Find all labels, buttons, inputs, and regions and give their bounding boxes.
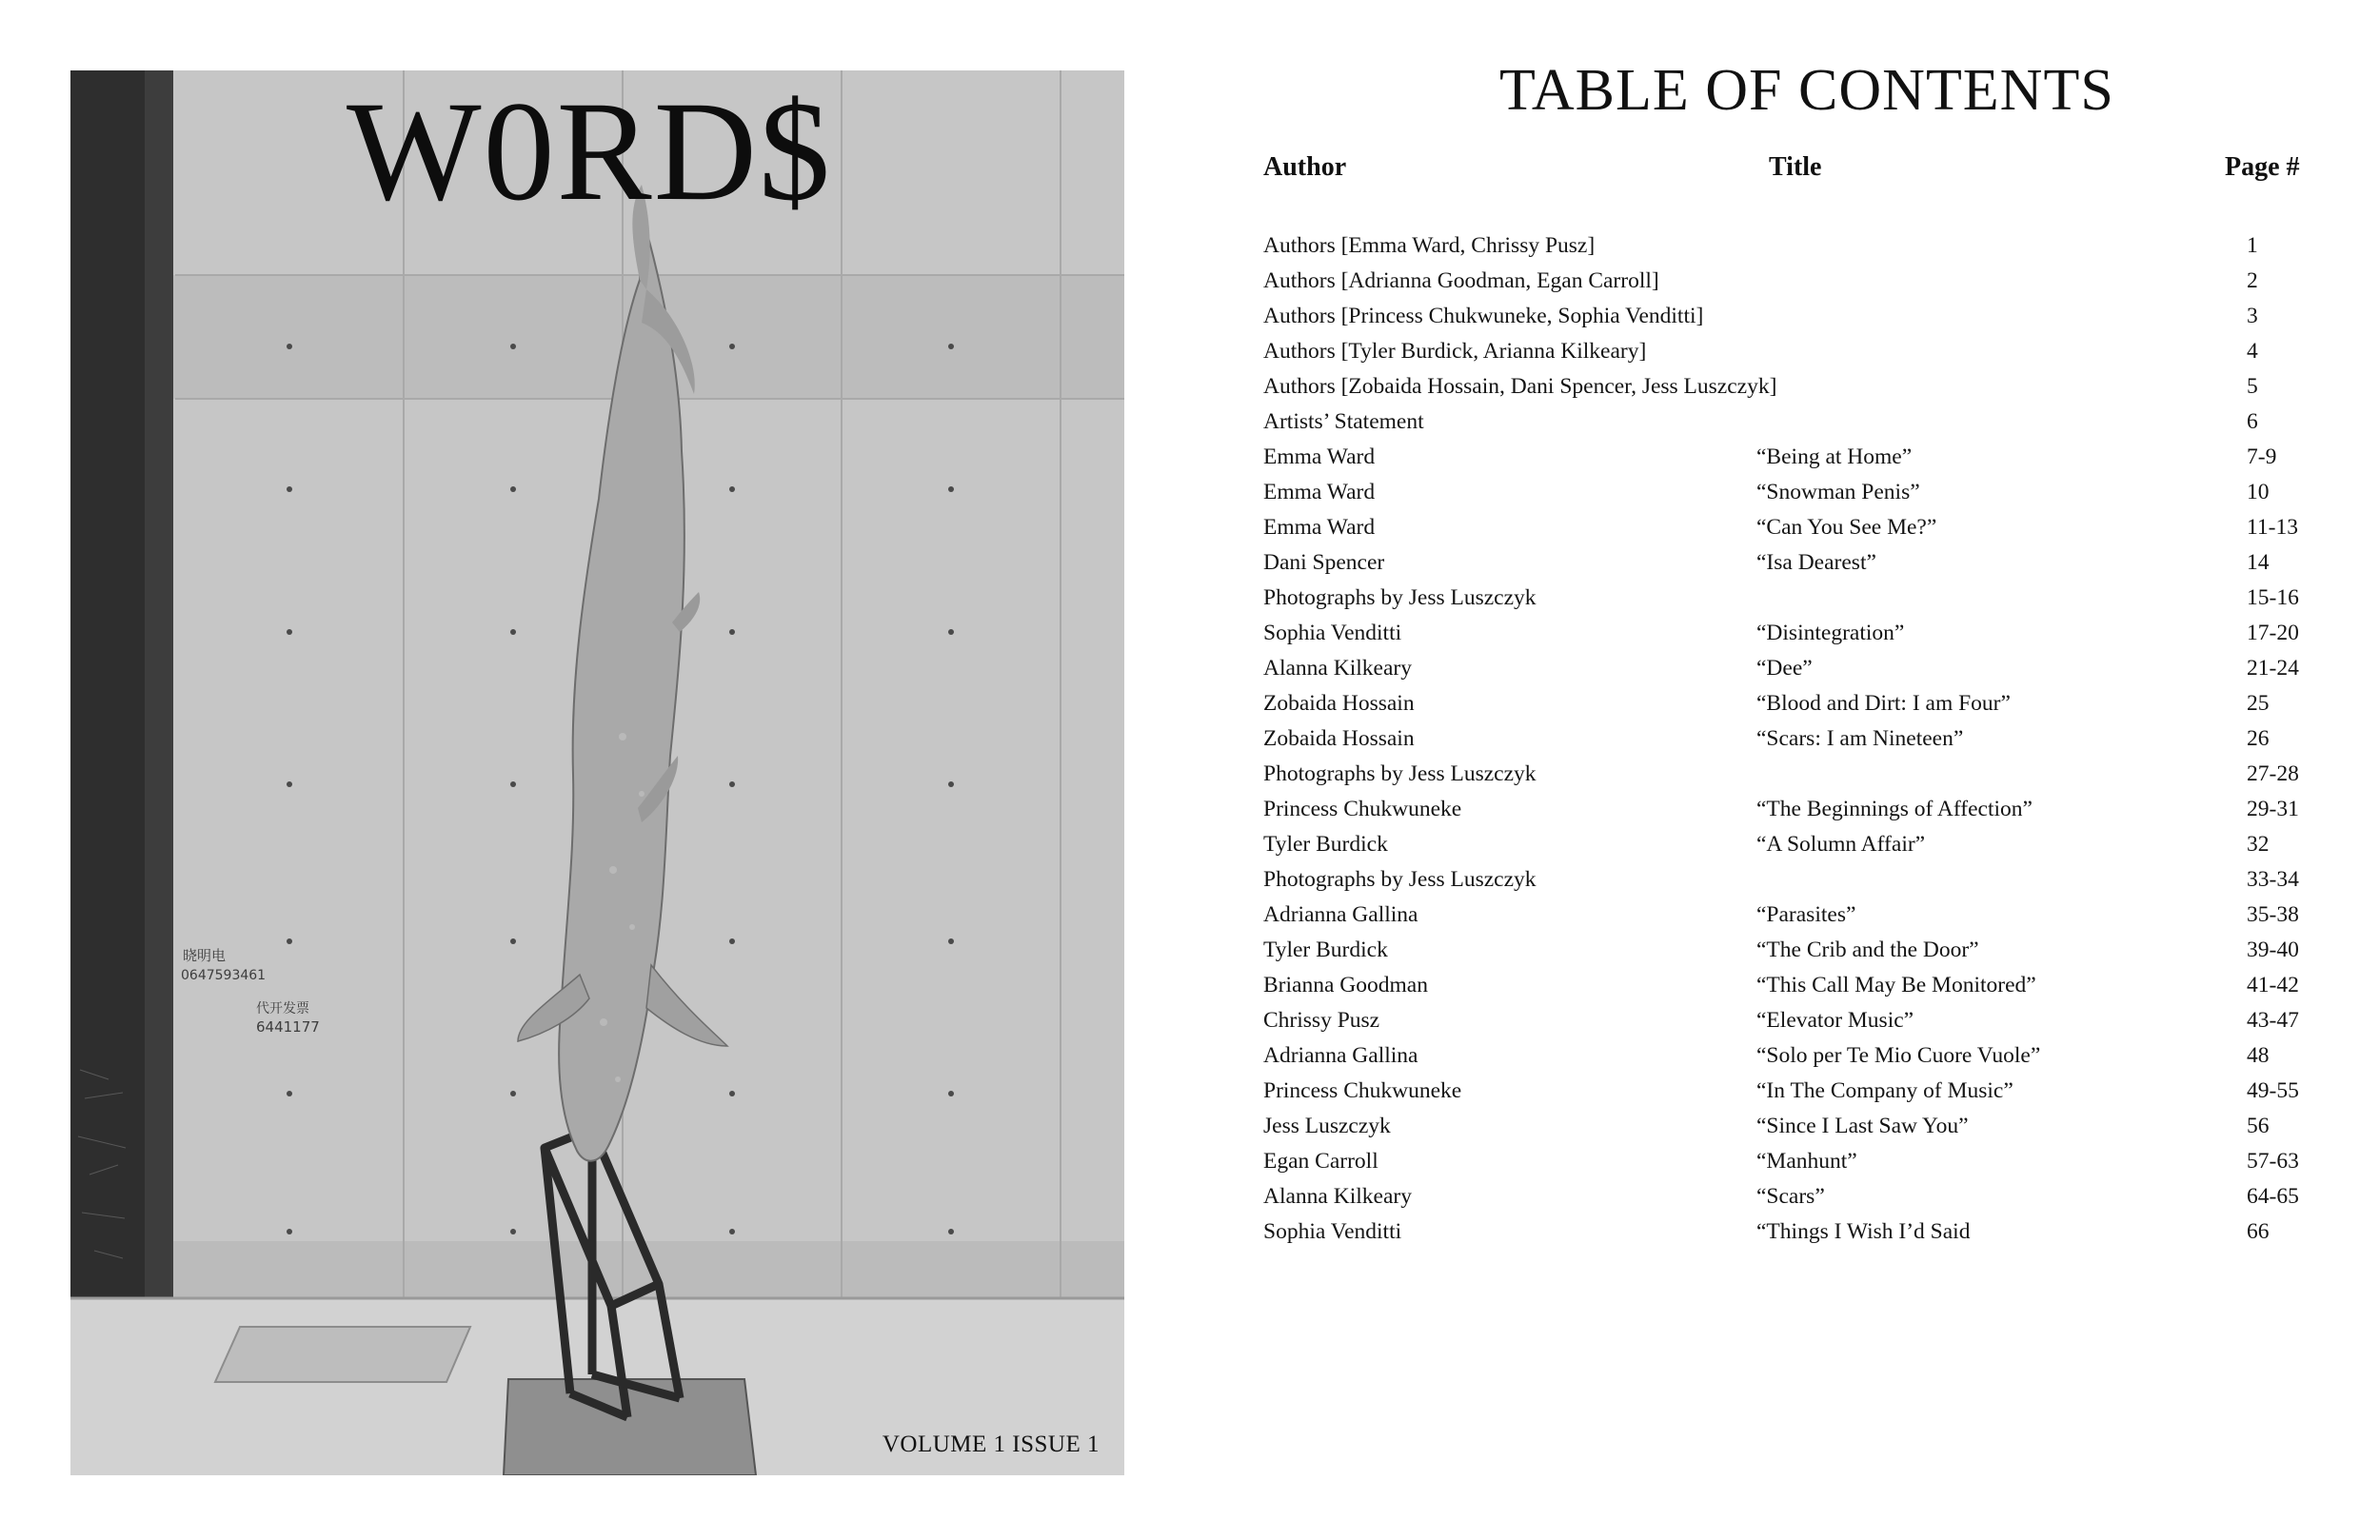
toc-entry-title: “Blood and Dirt: I am Four” — [1756, 691, 2011, 716]
toc-entry[interactable] — [1263, 1038, 2330, 1074]
toc-entry-page: 41-42 — [2247, 973, 2299, 997]
toc-entry[interactable] — [1263, 686, 2330, 721]
toc-entry-page: 10 — [2247, 480, 2270, 504]
graffiti-text-4: 6441177 — [256, 1018, 320, 1036]
toc-entry-title: “Scars: I am Nineteen” — [1756, 726, 1964, 751]
column-header-page: Page # — [2225, 152, 2300, 182]
toc-entry-page: 2 — [2247, 268, 2258, 293]
toc-entry[interactable] — [1263, 827, 2330, 862]
toc-entry[interactable] — [1263, 545, 2330, 581]
toc-entry-author: Dani Spencer — [1263, 550, 1385, 575]
toc-entry-author: Authors [Princess Chukwuneke, Sophia Venditti] — [1263, 304, 1704, 328]
toc-entry[interactable] — [1263, 228, 2330, 264]
toc-entry-title: “This Call May Be Monitored” — [1756, 973, 2036, 997]
toc-entry[interactable] — [1263, 1003, 2330, 1038]
toc-entry-author: Emma Ward — [1263, 480, 1376, 504]
toc-entry-author: Adrianna Gallina — [1263, 1043, 1418, 1068]
toc-entry-author: Tyler Burdick — [1263, 938, 1388, 962]
toc-entry-title: “Solo per Te Mio Cuore Vuole” — [1756, 1043, 2041, 1068]
toc-entry-author: Alanna Kilkeary — [1263, 1184, 1412, 1209]
toc-entry-title: “Being at Home” — [1756, 444, 1913, 469]
toc-entry-page: 4 — [2247, 339, 2258, 364]
toc-entry-page: 64-65 — [2247, 1184, 2299, 1209]
issue-label: VOLUME 1 ISSUE 1 — [882, 1431, 1100, 1457]
toc-entry-page: 11-13 — [2247, 515, 2298, 540]
toc-entry[interactable] — [1263, 581, 2330, 616]
toc-entry-author: Authors [Zobaida Hossain, Dani Spencer, Jess Luszczyk] — [1263, 374, 1777, 399]
toc-entry-page: 43-47 — [2247, 1008, 2299, 1033]
toc-entry[interactable] — [1263, 369, 2330, 405]
toc-entry-title: “Scars” — [1756, 1184, 1825, 1209]
toc-heading: TABLE OF CONTENTS — [1499, 58, 2114, 123]
toc-entry[interactable] — [1263, 1214, 2330, 1250]
toc-entry-title: “A Solumn Affair” — [1756, 832, 1926, 857]
toc-entry[interactable] — [1263, 1144, 2330, 1179]
toc-entry-title: “Isa Dearest” — [1756, 550, 1876, 575]
toc-entry-page: 49-55 — [2247, 1078, 2299, 1103]
toc-entry-title: “Since I Last Saw You” — [1756, 1114, 1969, 1138]
toc-entry-page: 32 — [2247, 832, 2270, 857]
toc-entry-author: Adrianna Gallina — [1263, 902, 1418, 927]
toc-entry-title: “Disintegration” — [1756, 621, 1905, 645]
toc-entry[interactable] — [1263, 1179, 2330, 1214]
toc-entry-author: Tyler Burdick — [1263, 832, 1388, 857]
toc-entry-author: Photographs by Jess Luszczyk — [1263, 761, 1537, 786]
toc-entry-page: 6 — [2247, 409, 2258, 434]
graffiti-text-3: 代开发票 — [256, 1001, 309, 1017]
toc-entry-author: Authors [Adrianna Goodman, Egan Carroll] — [1263, 268, 1659, 293]
magazine-title: W0RD$ — [347, 72, 832, 230]
toc-entry[interactable] — [1263, 933, 2330, 968]
toc-entry-author: Photographs by Jess Luszczyk — [1263, 585, 1537, 610]
toc-entry-page: 3 — [2247, 304, 2258, 328]
toc-entry-page: 21-24 — [2247, 656, 2299, 681]
toc-entry[interactable] — [1263, 1109, 2330, 1144]
toc-entry-title: “The Beginnings of Affection” — [1756, 797, 2033, 821]
toc-entry[interactable] — [1263, 264, 2330, 299]
toc-entry-author: Jess Luszczyk — [1263, 1114, 1391, 1138]
toc-entry-page: 27-28 — [2247, 761, 2299, 786]
toc-entry[interactable] — [1263, 898, 2330, 933]
magazine-cover — [70, 70, 1124, 1475]
toc-entry-page: 56 — [2247, 1114, 2270, 1138]
toc-entry-page: 15-16 — [2247, 585, 2299, 610]
toc-entry-author: Sophia Venditti — [1263, 621, 1402, 645]
toc-entry-author: Authors [Emma Ward, Chrissy Pusz] — [1263, 233, 1596, 258]
toc-entry-author: Princess Chukwuneke — [1263, 797, 1462, 821]
toc-entry-page: 14 — [2247, 550, 2270, 575]
toc-entry-title: “Elevator Music” — [1756, 1008, 1914, 1033]
toc-entry-page: 25 — [2247, 691, 2270, 716]
toc-entry[interactable] — [1263, 440, 2330, 475]
toc-entry-author: Photographs by Jess Luszczyk — [1263, 867, 1537, 892]
toc-entry-page: 7-9 — [2247, 444, 2277, 469]
toc-list — [1263, 228, 2330, 1250]
toc-entry-page: 1 — [2247, 233, 2258, 258]
toc-entry[interactable] — [1263, 299, 2330, 334]
column-header-title: Title — [1769, 152, 1822, 182]
toc-entry-page: 48 — [2247, 1043, 2270, 1068]
toc-entry-title: “Dee” — [1756, 656, 1813, 681]
toc-entry[interactable] — [1263, 616, 2330, 651]
graffiti-text-2: 0647593461 — [181, 968, 267, 983]
toc-entry[interactable] — [1263, 334, 2330, 369]
graffiti-text-1: 晓明电 — [183, 947, 227, 964]
toc-entry-title: “The Crib and the Door” — [1756, 938, 1979, 962]
toc-entry[interactable] — [1263, 651, 2330, 686]
toc-entry-page: 39-40 — [2247, 938, 2299, 962]
toc-entry-author: Chrissy Pusz — [1263, 1008, 1380, 1033]
toc-entry[interactable] — [1263, 1074, 2330, 1109]
toc-entry-page: 35-38 — [2247, 902, 2299, 927]
toc-entry[interactable] — [1263, 510, 2330, 545]
toc-entry[interactable] — [1263, 792, 2330, 827]
toc-entry-title: “Things I Wish I’d Said — [1756, 1219, 1971, 1244]
toc-entry[interactable] — [1263, 757, 2330, 792]
toc-entry-author: Artists’ Statement — [1263, 409, 1424, 434]
toc-entry-page: 26 — [2247, 726, 2270, 751]
toc-entry-title: “Snowman Penis” — [1756, 480, 1920, 504]
toc-entry-author: Egan Carroll — [1263, 1149, 1378, 1174]
cover-photo — [70, 70, 1124, 1475]
toc-entry[interactable] — [1263, 405, 2330, 440]
toc-entry-title: “In The Company of Music” — [1756, 1078, 2013, 1103]
toc-entry-author: Zobaida Hossain — [1263, 726, 1415, 751]
toc-entry-author: Emma Ward — [1263, 515, 1376, 540]
toc-entry-page: 66 — [2247, 1219, 2270, 1244]
toc-entry-title: “Manhunt” — [1756, 1149, 1857, 1174]
toc-entry[interactable] — [1263, 475, 2330, 510]
toc-entry-page: 29-31 — [2247, 797, 2299, 821]
toc-entry[interactable] — [1263, 968, 2330, 1003]
toc-entry-title: “Can You See Me?” — [1756, 515, 1937, 540]
toc-entry[interactable] — [1263, 721, 2330, 757]
toc-entry[interactable] — [1263, 862, 2330, 898]
toc-entry-page: 57-63 — [2247, 1149, 2299, 1174]
toc-entry-page: 5 — [2247, 374, 2258, 399]
toc-entry-author: Alanna Kilkeary — [1263, 656, 1412, 681]
toc-entry-title: “Parasites” — [1756, 902, 1856, 927]
toc-entry-page: 33-34 — [2247, 867, 2299, 892]
column-header-author: Author — [1263, 152, 1347, 182]
toc-entry-author: Authors [Tyler Burdick, Arianna Kilkeary] — [1263, 339, 1647, 364]
toc-entry-author: Sophia Venditti — [1263, 1219, 1402, 1244]
toc-entry-author: Princess Chukwuneke — [1263, 1078, 1462, 1103]
toc-entry-author: Zobaida Hossain — [1263, 691, 1415, 716]
toc-entry-author: Brianna Goodman — [1263, 973, 1428, 997]
toc-entry-author: Emma Ward — [1263, 444, 1376, 469]
toc-entry-page: 17-20 — [2247, 621, 2299, 645]
